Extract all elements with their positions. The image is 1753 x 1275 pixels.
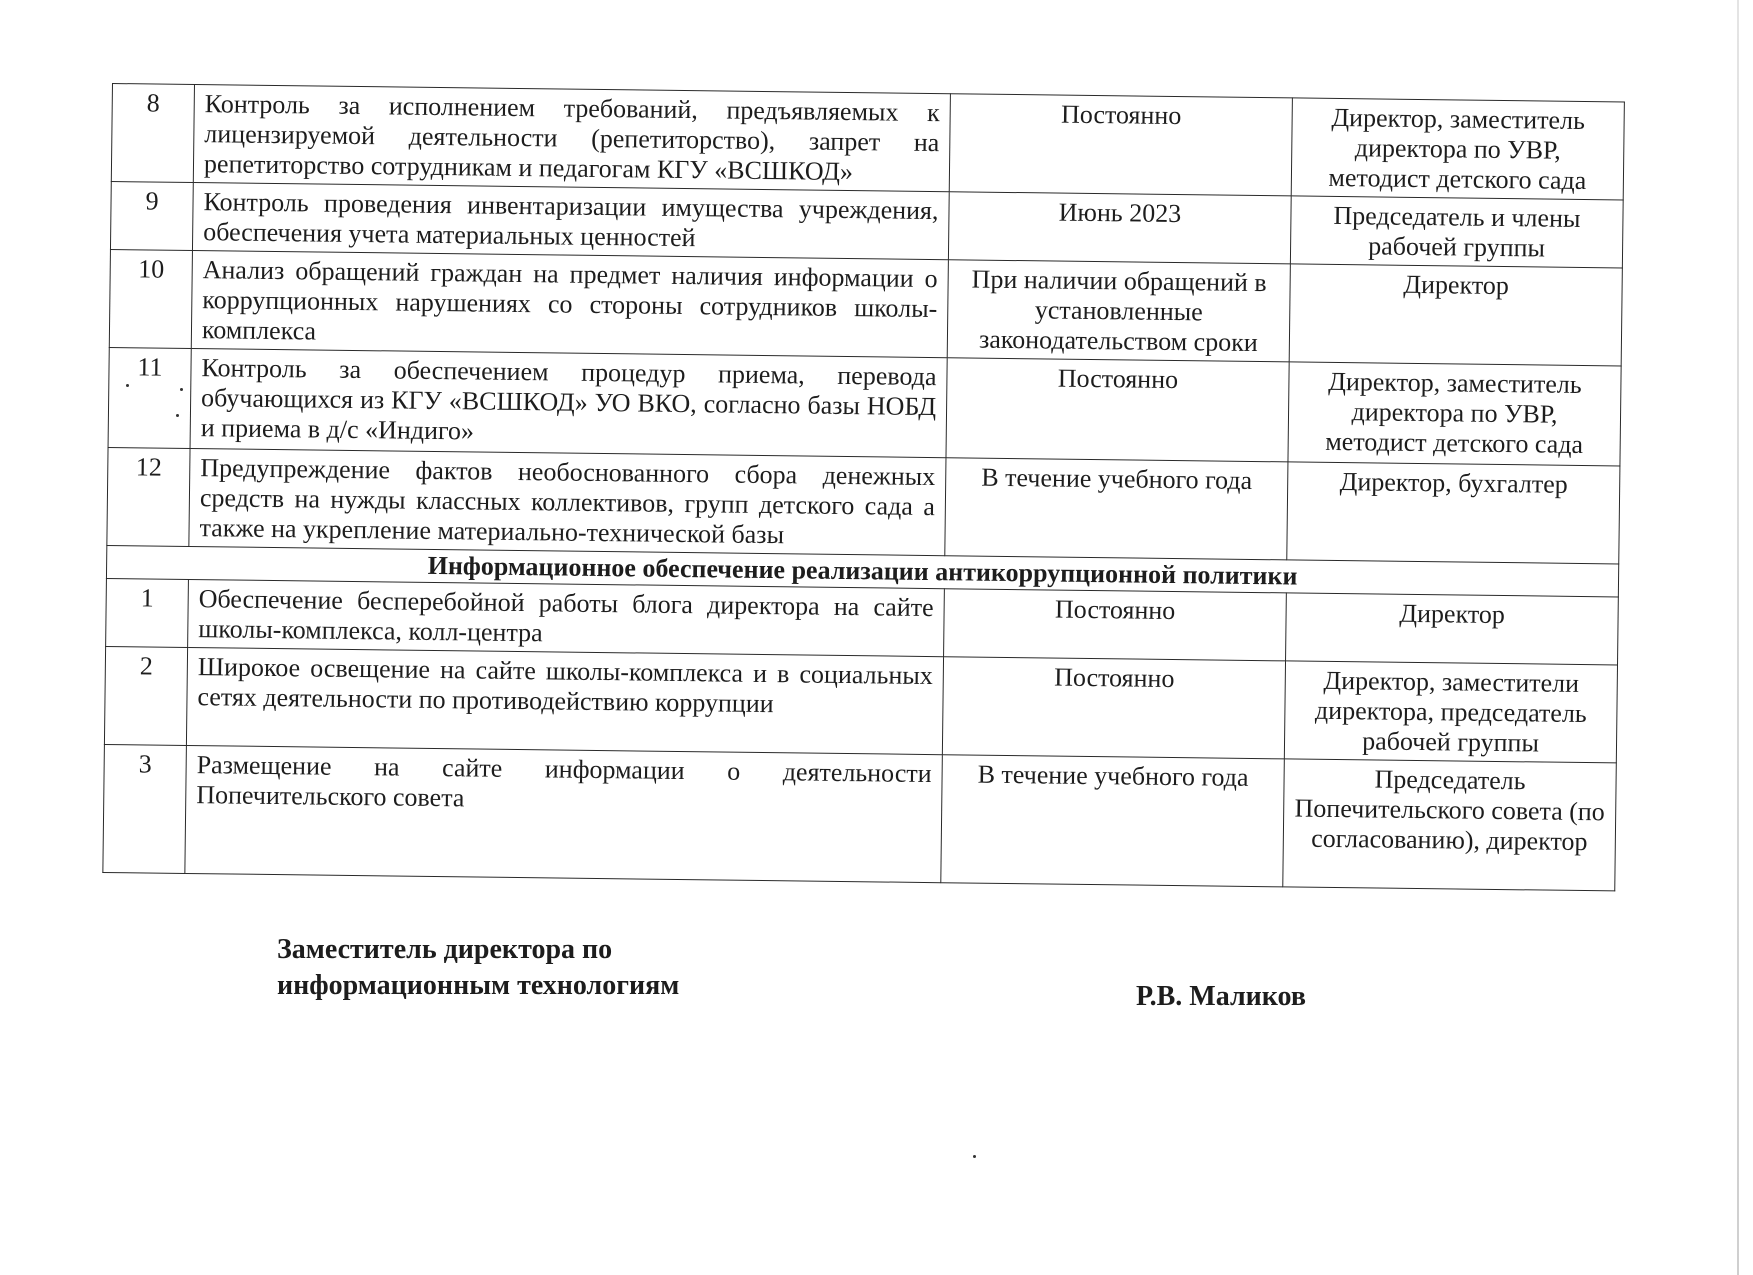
measure-description: Предупреждение фактов необоснованного сбора денежных средств на нужды классных коллективов, групп детского сада а также на укрепление материально-технической базы <box>189 448 946 555</box>
measure-description: Широкое освещение на сайте школы-комплекса и в социальных сетях деятельности по противодействию коррупции <box>186 647 943 754</box>
measure-responsible: Директор, заместитель директора по УВР, методист детского сада <box>1291 98 1624 200</box>
scan-speck <box>126 384 129 387</box>
measure-term: Постоянно <box>944 589 1287 661</box>
measure-term: При наличии обращений в установленные законодательством сроки <box>947 260 1290 362</box>
page-edge <box>1737 0 1739 1275</box>
measure-responsible: Директор, заместители директора, председатель рабочей группы <box>1284 661 1617 763</box>
measure-responsible: Директор <box>1286 593 1619 665</box>
measure-term: Постоянно <box>949 94 1292 196</box>
measure-responsible: Директор, заместитель директора по УВР, методист детского сада <box>1288 362 1621 466</box>
table-row <box>108 347 1621 465</box>
signatory-position-line: Заместитель директора по <box>277 934 613 965</box>
row-number: 11 <box>108 347 191 448</box>
scan-speck <box>180 388 183 391</box>
section-title: Информационное обеспечение реализации антикоррупционной политики <box>106 545 1618 596</box>
table-row <box>103 744 1616 890</box>
row-number: 12 <box>107 447 190 546</box>
table-row <box>109 249 1622 365</box>
measure-description: Контроль за обеспечением процедур приема, перевода обучающихся из КГУ «ВСШКОД» УО ВКО, согласно базы НОБД и приема в д/с «Индиго» <box>190 348 947 457</box>
measures-table <box>102 83 1625 891</box>
signatory-position-line: информационным технологиям <box>277 970 680 1001</box>
measure-description: Размещение на сайте информации о деятельности Попечительского совета <box>185 745 943 882</box>
row-number: 3 <box>103 744 187 873</box>
measure-term: Постоянно <box>942 657 1285 759</box>
measure-term: Постоянно <box>946 358 1289 462</box>
measure-term: В течение учебного года <box>941 755 1285 887</box>
measure-responsible: Председатель Попечительского совета (по согласованию), директор <box>1283 759 1617 891</box>
row-number: 8 <box>111 84 194 183</box>
signatory-name: Р.В. Маликов <box>1136 981 1306 1012</box>
measure-responsible: Директор <box>1289 264 1622 366</box>
measure-responsible: Председатель и члены рабочей группы <box>1290 196 1623 268</box>
measure-responsible: Директор, бухгалтер <box>1287 462 1620 564</box>
table-row <box>104 646 1617 762</box>
measure-description: Контроль за исполнением требований, предъявляемых к лицензируемой деятельности (репетиторство), запрет на репетиторство сотрудникам и педагогам КГУ «ВСШКОД» <box>193 85 950 192</box>
measure-description: Анализ обращений граждан на предмет наличия информации о коррупционных нарушениях со стороны сотрудников школы-комплекса <box>191 250 948 357</box>
row-number: 10 <box>109 249 192 348</box>
row-number: 2 <box>104 646 187 745</box>
table-row <box>111 84 1624 200</box>
signatory-position <box>277 932 679 1004</box>
row-number: 1 <box>106 578 189 647</box>
row-number: 9 <box>110 181 193 250</box>
table-row <box>107 447 1620 563</box>
measure-description: Обеспечение бесперебойной работы блога директора на сайте школы-комплекса, колл-центра <box>188 579 945 656</box>
measure-term: В течение учебного года <box>945 458 1288 560</box>
scan-speck <box>973 1155 976 1158</box>
measure-term: Июнь 2023 <box>948 192 1291 264</box>
scan-speck <box>176 414 179 417</box>
measure-description: Контроль проведения инвентаризации имущества учреждения, обеспечения учета материальных ценностей <box>192 183 949 260</box>
